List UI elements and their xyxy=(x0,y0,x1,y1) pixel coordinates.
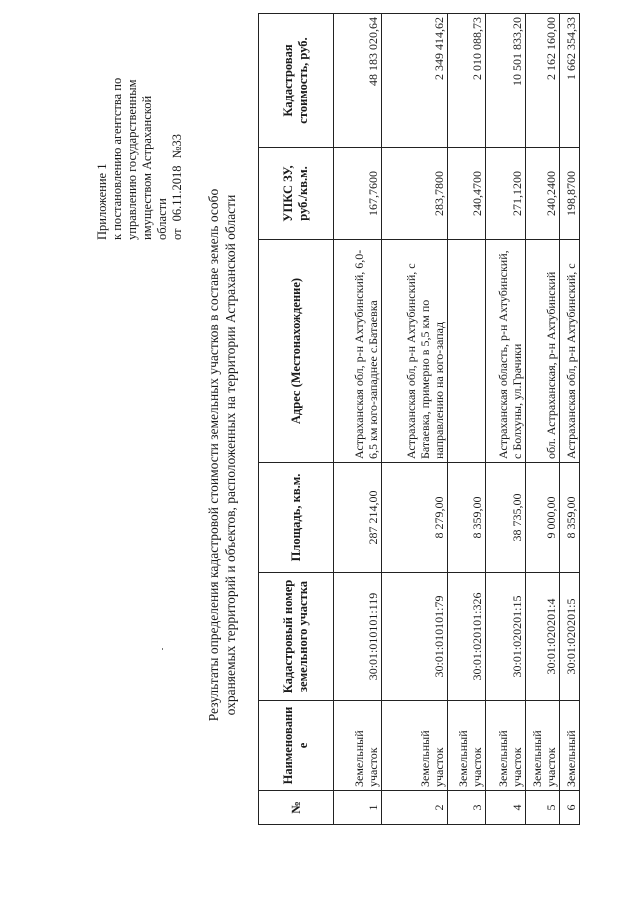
row-address: обл. Астраханская, р-н Ахтубинский xyxy=(526,240,560,463)
row-cadastral-number: 30:01:010101:119 xyxy=(334,573,382,701)
row-cadastral-number: 30:01:020201:15 xyxy=(486,573,526,701)
row-cadastral-cost: 48 183 020,64 xyxy=(334,14,382,148)
header-address: Адрес (Местонахождение) xyxy=(259,240,334,463)
row-address: Астраханская обл, р-н Ахтубинский, с xyxy=(560,240,580,463)
row-number: 6 xyxy=(560,791,580,825)
appendix-line: управлению государственным xyxy=(125,79,139,240)
row-number: 4 xyxy=(486,791,526,825)
table-row xyxy=(334,14,382,825)
header-area: Площадь, кв.м. xyxy=(259,463,334,573)
row-area: 8 359,00 xyxy=(560,463,580,573)
row-upks: 198,8700 xyxy=(560,148,580,240)
document-title: Результаты определения кадастровой стоимости земельных участков в составе земель особо охраняемых территорий и объектов, расположенных на территории Астраханской области xyxy=(206,188,238,722)
scan-speck xyxy=(162,648,163,650)
row-area: 38 735,00 xyxy=(486,463,526,573)
row-name: Земельный участок xyxy=(526,701,560,791)
row-cadastral-number: 30:01:020201:5 xyxy=(560,573,580,701)
appendix-line: имуществом Астраханской xyxy=(140,95,154,240)
row-number: 3 xyxy=(448,791,486,825)
row-upks: 167,7600 xyxy=(334,148,382,240)
row-address: Астраханская область, р-н Ахтубинский, с Болхуны, ул.Грачики xyxy=(486,240,526,463)
header-name: Наименовани е xyxy=(259,701,334,791)
header-cadastral-cost: Кадастровая стоимость, руб. xyxy=(259,14,334,148)
table-row xyxy=(486,14,526,825)
header-upks: УПКС ЗУ, руб./кв.м. xyxy=(259,148,334,240)
table-row xyxy=(560,14,580,825)
row-area: 287 214,00 xyxy=(334,463,382,573)
appendix-date-number: от 06.11.2018 №33 xyxy=(170,133,184,240)
row-name: Земельный участок xyxy=(382,701,448,791)
table-row xyxy=(382,14,448,825)
cadastral-table xyxy=(258,13,580,825)
table-row xyxy=(526,14,560,825)
table-row xyxy=(448,14,486,825)
header-num: № xyxy=(259,791,334,825)
row-cadastral-cost: 1 662 354,33 xyxy=(560,14,580,148)
appendix-line: к постановлению агентства по xyxy=(110,77,124,240)
header-cadastral-number: Кадастровый номер земельного участка xyxy=(259,573,334,701)
row-cadastral-cost: 2 010 088,73 xyxy=(448,14,486,148)
row-cadastral-cost: 2 162 160,00 xyxy=(526,14,560,148)
row-name: Земельный участок xyxy=(486,701,526,791)
row-cadastral-number: 30:01:010101:79 xyxy=(382,573,448,701)
row-name: Земельный участок xyxy=(448,701,486,791)
appendix-line: области xyxy=(155,198,169,240)
row-cadastral-cost: 10 501 833,20 xyxy=(486,14,526,148)
row-number: 2 xyxy=(382,791,448,825)
table-header-row xyxy=(259,14,334,825)
row-upks: 283,7800 xyxy=(382,148,448,240)
row-cadastral-number: 30:01:020101:326 xyxy=(448,573,486,701)
row-name: Земельный участок xyxy=(334,701,382,791)
row-cadastral-cost: 2 349 414,62 xyxy=(382,14,448,148)
row-area: 8 279,00 xyxy=(382,463,448,573)
row-number: 1 xyxy=(334,791,382,825)
row-area: 9 000,00 xyxy=(526,463,560,573)
appendix-line: Приложение 1 xyxy=(95,163,109,240)
appendix-block xyxy=(95,40,185,240)
row-address: Астраханская обл, р-н Ахтубинский, с Батаевка, примерно в 5,5 км по направлению на юго-запад xyxy=(382,240,448,463)
row-upks: 240,4700 xyxy=(448,148,486,240)
row-upks: 240,2400 xyxy=(526,148,560,240)
row-address xyxy=(448,240,486,463)
row-upks: 271,1200 xyxy=(486,148,526,240)
row-number: 5 xyxy=(526,791,560,825)
row-address: Астраханская обл, р-н Ахтубинский, 6,0-6,5 км юго-западнее с.Батаевка xyxy=(334,240,382,463)
row-name: Земельный xyxy=(560,701,580,791)
row-cadastral-number: 30:01:020201:4 xyxy=(526,573,560,701)
row-area: 8 359,00 xyxy=(448,463,486,573)
